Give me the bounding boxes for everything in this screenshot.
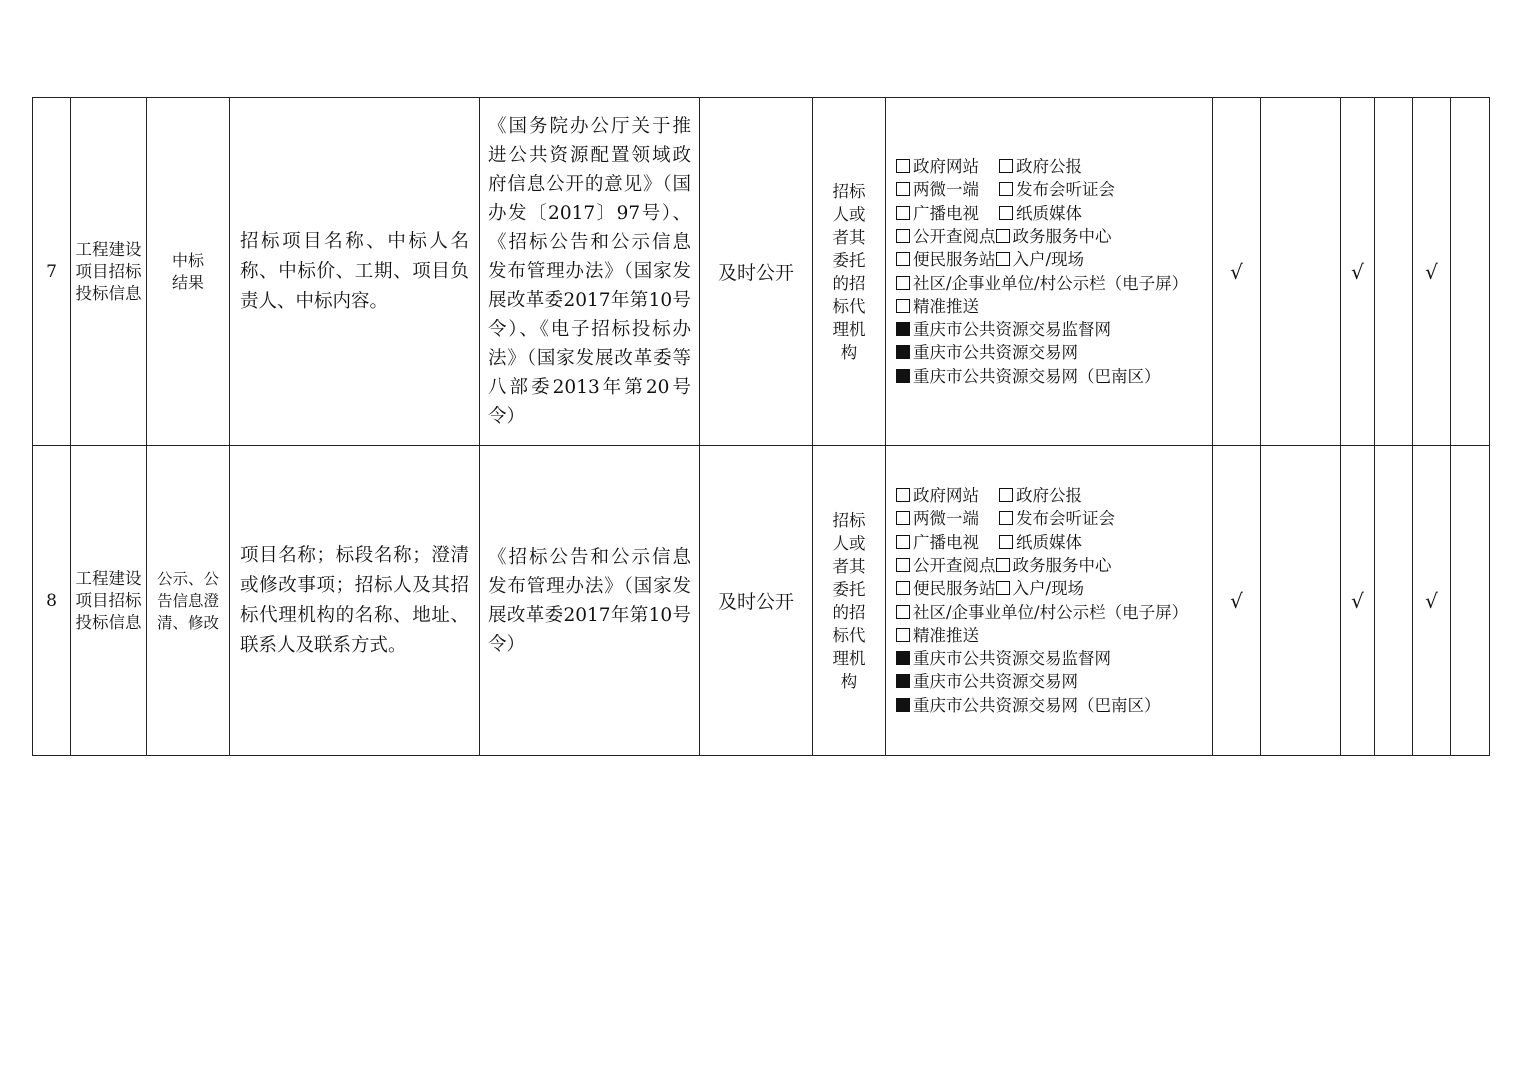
subcategory-cell: 中标结果 [147,98,230,446]
empty-cell [1451,446,1490,756]
checkbox-empty-icon [896,581,910,595]
checkbox-empty-icon [999,159,1013,173]
empty-cell [1261,98,1341,446]
channel-label: 精准推送 [913,296,979,316]
checkbox-filled-icon [896,651,910,665]
channel-label: 重庆市公共资源交易监督网 [913,320,1111,340]
channel-line [896,694,1204,717]
channel-line [896,248,1204,271]
checkbox-empty-icon [996,581,1010,595]
disclosure-table [32,97,1490,756]
checkbox-empty-icon [896,159,910,173]
channel-line [896,272,1204,295]
channel-line [896,365,1204,388]
channel-label: 重庆市公共资源交易监督网 [913,649,1111,669]
channel-label: 重庆市公共资源交易网 [913,343,1078,363]
channel-label: 政府公报 [1016,486,1082,506]
basis-cell: 《国务院办公厅关于推进公共资源配置领域政府信息公开的意见》（国办发〔2017〕97号）、《招标公告和公示信息发布管理办法》（国家发展改革委2017年第10号令）、《电子招标投标办法》（国家发展改革委等八部委2013年第20号令） [480,98,700,446]
channel-line [896,155,1204,178]
channel-label: 重庆市公共资源交易网 [913,672,1078,692]
subcategory-text: 公示、公告信息澄清、修改 [157,569,219,632]
check-mark-icon: √ [1341,98,1375,446]
checkbox-empty-icon [896,229,910,243]
channel-label: 政务服务中心 [1012,555,1112,575]
row-number: 7 [33,98,71,446]
checkbox-empty-icon [896,535,910,549]
channel-line [896,202,1204,225]
channel-label: 发布会听证会 [1016,180,1115,200]
channel-line [896,295,1204,318]
channel-line [896,178,1204,201]
checkbox-filled-icon [896,322,910,336]
channel-label: 政务服务中心 [1012,226,1112,246]
checkbox-filled-icon [896,674,910,688]
channel-line [896,647,1204,670]
checkbox-filled-icon [896,698,910,712]
empty-cell [1261,446,1341,756]
checkbox-empty-icon [896,558,910,572]
channel-label: 两微一端 [913,180,979,200]
channel-line [896,507,1204,530]
channel-label: 便民服务站 [913,579,996,599]
channel-line [896,624,1204,647]
channel-label: 精准推送 [913,625,979,645]
channel-label: 公开查阅点 [913,226,996,246]
checkbox-empty-icon [896,182,910,196]
channel-line [896,318,1204,341]
channel-line [896,225,1204,248]
subject-cell: 招标人或者其委托的招标代理机构 [813,98,886,446]
empty-cell [1375,446,1413,756]
empty-cell [1451,98,1490,446]
table-row [33,98,1490,446]
channel-label: 两微一端 [913,509,979,529]
checkbox-empty-icon [999,182,1013,196]
channel-label: 重庆市公共资源交易网（巴南区） [913,366,1161,386]
checkbox-empty-icon [999,535,1013,549]
channel-label: 发布会听证会 [1016,509,1115,529]
channel-label: 政府网站 [913,486,979,506]
channel-line [896,341,1204,364]
table-row [33,446,1490,756]
category-cell: 工程建设项目招标投标信息 [71,446,147,756]
basis-cell: 《招标公告和公示信息发布管理办法》（国家发展改革委2017年第10号令） [480,446,700,756]
channel-label: 广播电视 [913,532,979,552]
checkbox-empty-icon [896,511,910,525]
channel-line [896,531,1204,554]
checkbox-empty-icon [896,488,910,502]
channel-label: 便民服务站 [913,250,996,270]
check-mark-icon: √ [1213,446,1261,756]
channel-label: 广播电视 [913,203,979,223]
row-number: 8 [33,446,71,756]
content-cell: 项目名称；标段名称；澄清或修改事项；招标人及其招标代理机构的名称、地址、联系人及联系方式。 [230,446,480,756]
checkbox-empty-icon [896,276,910,290]
checkbox-filled-icon [896,369,910,383]
check-mark-icon: √ [1213,98,1261,446]
channels-cell [886,446,1213,756]
channel-label: 政府公报 [1016,157,1082,177]
channel-line [896,554,1204,577]
channel-label: 入户/现场 [1012,579,1085,599]
category-cell: 工程建设项目招标投标信息 [71,98,147,446]
content-cell: 招标项目名称、中标人名称、中标价、工期、项目负责人、中标内容。 [230,98,480,446]
channel-line [896,484,1204,507]
checkbox-empty-icon [996,558,1010,572]
checkbox-empty-icon [996,229,1010,243]
channel-line [896,577,1204,600]
check-mark-icon: √ [1413,446,1451,756]
checkbox-empty-icon [896,206,910,220]
channel-line [896,670,1204,693]
checkbox-empty-icon [999,511,1013,525]
channel-label: 政府网站 [913,157,979,177]
checkbox-empty-icon [896,252,910,266]
channel-label: 纸质媒体 [1016,532,1082,552]
checkbox-empty-icon [996,252,1010,266]
channel-label: 社区/企事业单位/村公示栏（电子屏） [913,602,1189,622]
subject-cell: 招标人或者其委托的招标代理机构 [813,446,886,756]
channel-label: 公开查阅点 [913,555,996,575]
checkbox-filled-icon [896,345,910,359]
checkbox-empty-icon [896,628,910,642]
checkbox-empty-icon [896,605,910,619]
channels-cell [886,98,1213,446]
channel-label: 入户/现场 [1012,250,1085,270]
time-limit-cell: 及时公开 [700,446,813,756]
checkbox-empty-icon [999,488,1013,502]
channel-label: 纸质媒体 [1016,203,1082,223]
time-limit-cell: 及时公开 [700,98,813,446]
check-mark-icon: √ [1413,98,1451,446]
check-mark-icon: √ [1341,446,1375,756]
checkbox-empty-icon [896,299,910,313]
channel-label: 社区/企事业单位/村公示栏（电子屏） [913,273,1189,293]
subcategory-cell [147,446,230,756]
empty-cell [1375,98,1413,446]
checkbox-empty-icon [999,206,1013,220]
channel-label: 重庆市公共资源交易网（巴南区） [913,695,1161,715]
channel-line [896,601,1204,624]
